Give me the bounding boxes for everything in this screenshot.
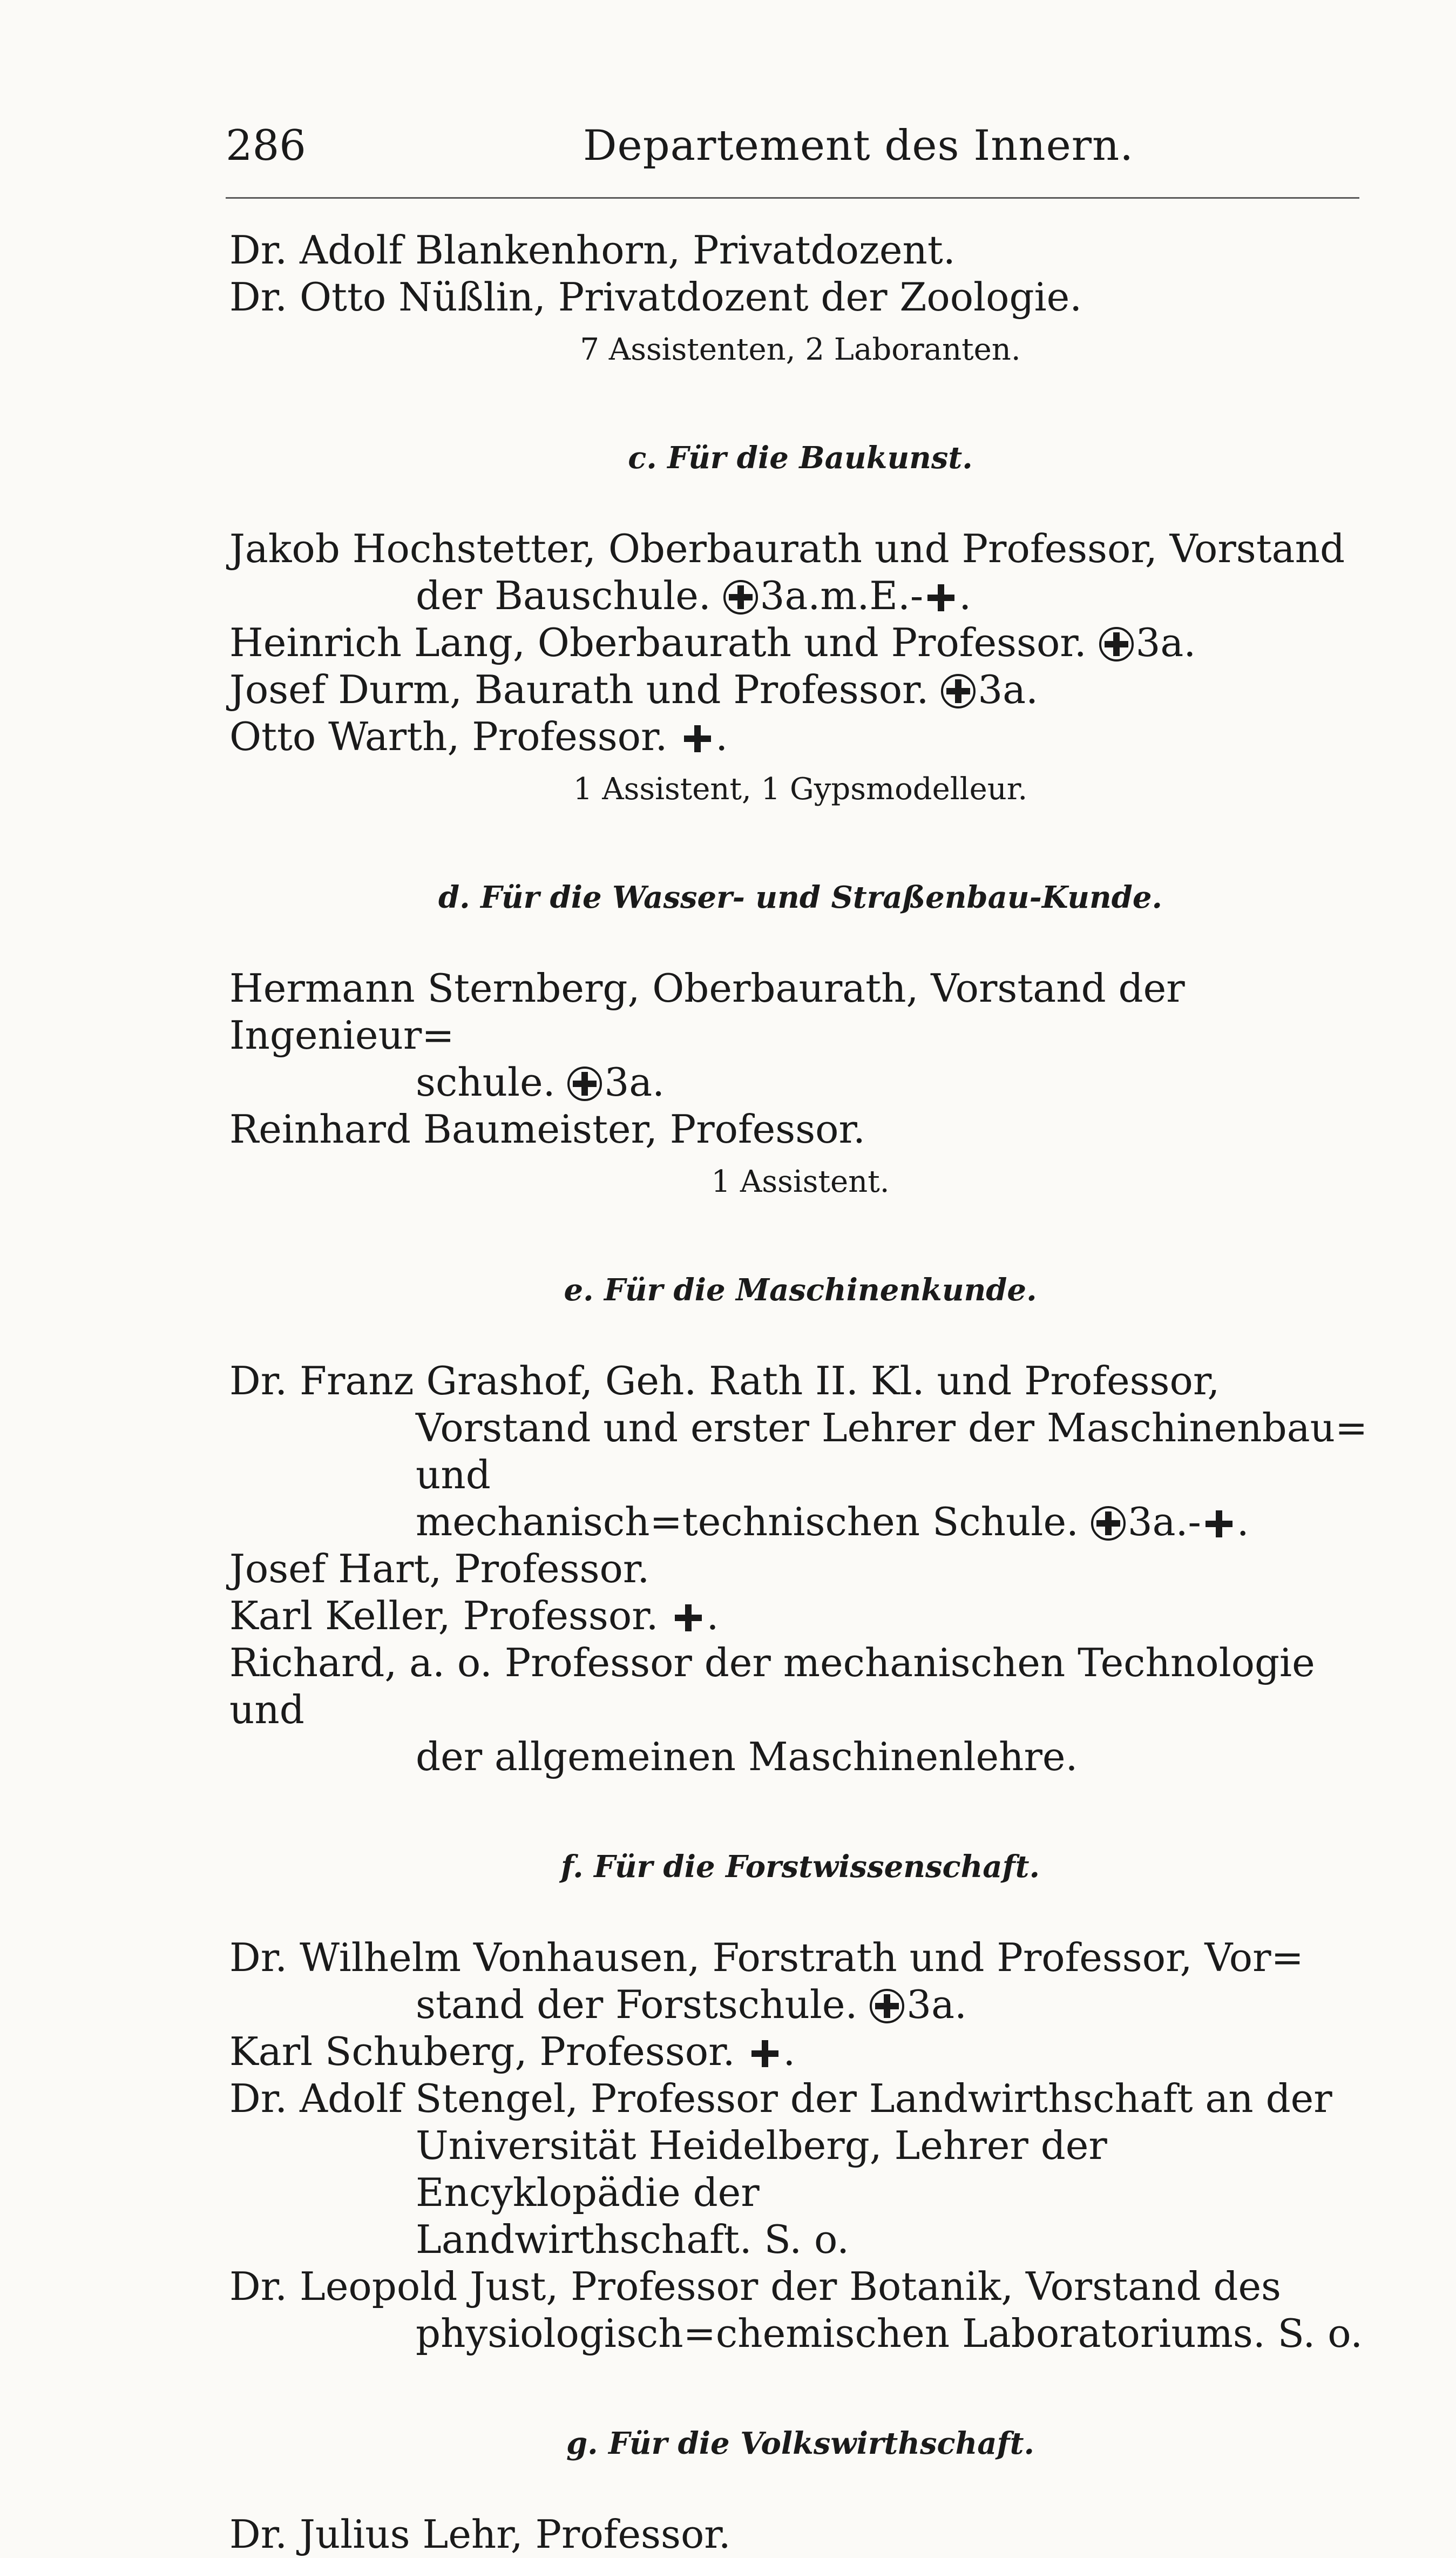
entry-continuation [229, 1981, 1371, 2028]
entry: Dr. Otto Nüßlin, Privatdozent der Zoologie. [229, 274, 1082, 320]
entry [229, 619, 1371, 666]
body-text [229, 227, 1371, 2558]
order-star-icon [567, 1067, 602, 1101]
entry: Karl Schuberg, Professor. . [229, 2029, 796, 2074]
order-text: 3a. [906, 1982, 967, 2027]
section-title-volkswirthschaft: g. Für die Volkswirthschaft. [566, 2426, 1035, 2461]
entry: Dr. Adolf Stengel, Professor der Landwirthschaft an der [229, 2076, 1332, 2121]
header-rule [226, 197, 1359, 199]
entry-continuation: der Bauschule. 3a.m.E.- . [416, 573, 972, 618]
entry: Karl Keller, Professor. . [229, 1593, 719, 1638]
order-text: 3a. [604, 1059, 665, 1105]
section-title-baukunst: c. Für die Baukunst. [628, 440, 973, 476]
entry: Reinhard Baumeister, Professor. [229, 1106, 865, 1152]
staff-note: 7 Assistenten, 2 Laboranten. [580, 332, 1021, 367]
order-cross-icon [925, 582, 957, 613]
entry: Hermann Sternberg, Oberbaurath, Vorstand der Ingenieur= [229, 966, 1185, 1058]
order-cross-icon [749, 2038, 781, 2069]
order-cross-icon [1203, 1508, 1235, 1540]
entry-text: Karl Schuberg, Professor. [229, 2029, 735, 2074]
entry-continuation [229, 1059, 1371, 1106]
entry-text: schule. [416, 1059, 556, 1105]
section-title-forstwissenschaft: f. Für die Forstwissenschaft. [560, 1849, 1040, 1885]
entry-continuation: mechanisch=technischen Schule. 3a.- . [416, 1499, 1249, 1544]
order-star-icon [870, 1989, 904, 2023]
entry: Dr. Adolf Blankenhorn, Privatdozent. [229, 227, 956, 273]
section-title-wasserbau: d. Für die Wasser- und Straßenbau-Kunde. [438, 880, 1163, 915]
entry: Dr. Wilhelm Vonhausen, Forstrath und Professor, Vor= [229, 1935, 1304, 1980]
entry: Dr. Julius Lehr, Professor. [229, 2512, 731, 2557]
order-star-icon [723, 580, 758, 615]
entry-continuation: physiologisch=chemischen Laboratoriums. S. o. [416, 2311, 1363, 2356]
entry-text: stand der Forstschule. [416, 1982, 858, 2027]
entry-continuation: Universität Heidelberg, Lehrer der Encyklopädie der [416, 2123, 1107, 2215]
order-star-icon [941, 674, 976, 708]
order-star-icon [1099, 627, 1134, 662]
entry: Jakob Hochstetter, Oberbaurath und Professor, Vorstand [229, 526, 1345, 571]
entry-text: mechanisch=technischen Schule. [416, 1499, 1079, 1544]
order-text: 3a. [1135, 620, 1196, 665]
order-text: 3a.m.E.- [760, 573, 924, 618]
entry: Josef Hart, Professor. [229, 1546, 650, 1591]
entry-text: Josef Durm, Baurath und Professor. [229, 667, 929, 712]
order-star-icon [1091, 1506, 1126, 1541]
entry-text: der Bauschule. [416, 573, 711, 618]
order-text: 3a. [978, 667, 1038, 712]
entry: Dr. Leopold Just, Professor der Botanik, Vorstand des [229, 2264, 1282, 2309]
entry-continuation: Vorstand und erster Lehrer der Maschinenbau= und [416, 1405, 1368, 1497]
order-text: 3a.- [1127, 1499, 1201, 1544]
entry-text: Heinrich Lang, Oberbaurath und Professor. [229, 620, 1087, 665]
staff-note: 1 Assistent, 1 Gypsmodelleur. [573, 772, 1028, 807]
staff-note: 1 Assistent. [711, 1164, 890, 1199]
entry-text: Karl Keller, Professor. [229, 1593, 659, 1638]
order-cross-icon [682, 723, 713, 754]
entry-continuation: Landwirthschaft. S. o. [416, 2217, 850, 2262]
entry: Otto Warth, Professor. . [229, 714, 728, 759]
entry: Richard, a. o. Professor der mechanischen Technologie und [229, 1640, 1315, 1732]
entry-continuation: der allgemeinen Maschinenlehre. [416, 1734, 1078, 1779]
entry [229, 666, 1371, 713]
entry: Dr. Franz Grashof, Geh. Rath II. Kl. und Professor, [229, 1358, 1220, 1403]
running-head: Departement des Innern. [583, 122, 1134, 170]
order-cross-icon [673, 1602, 704, 1634]
page-number: 286 [226, 122, 306, 170]
entry-text: Otto Warth, Professor. [229, 714, 668, 759]
page-header [0, 119, 1456, 184]
section-title-maschinenkunde: e. Für die Maschinenkunde. [564, 1272, 1037, 1308]
